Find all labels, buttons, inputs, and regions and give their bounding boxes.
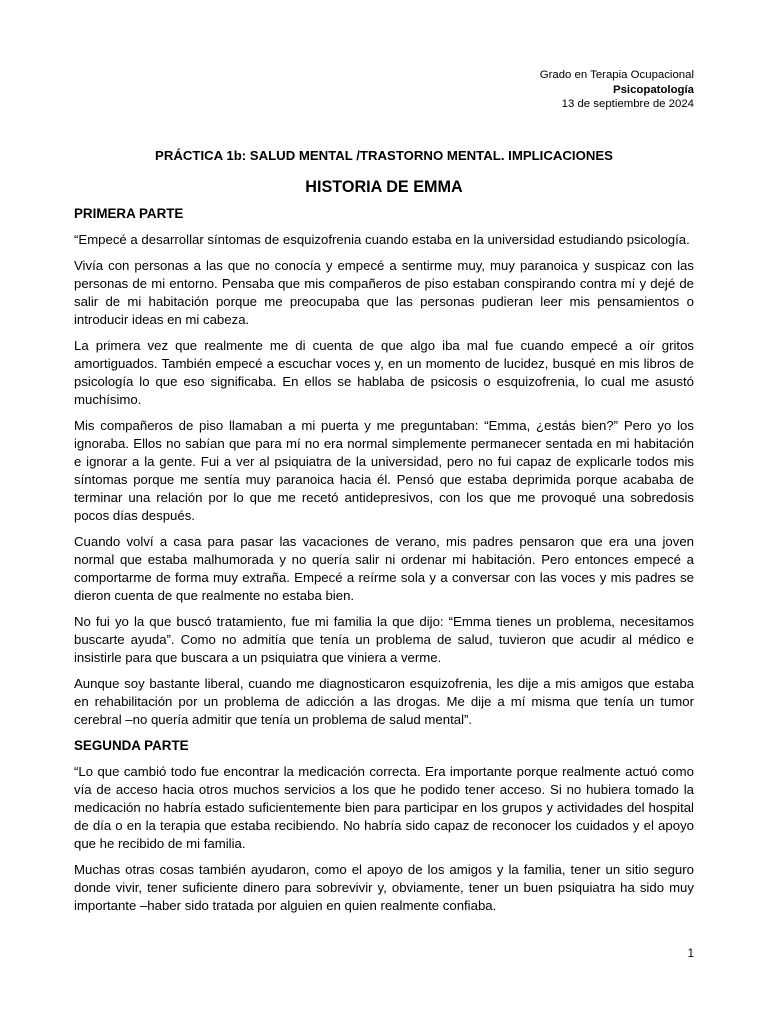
paragraph: Cuando volví a casa para pasar las vacaciones de verano, mis padres pensaron que era una joven normal que estaba malhumorada y no quería salir ni ordenar mi habitación. Pero entonces empecé a comportarme de forma muy extraña. Empecé a reírme sola y a conversar con las voces y mis padres se dieron cuenta de que realmente no estaba bien. <box>74 534 694 603</box>
paragraph: “Lo que cambió todo fue encontrar la medicación correcta. Era importante porque realmente actuó como vía de acceso hacia otros muchos servicios a los que he podido tener acceso. Si no hubiera tomado la medicación no habría estado suficientemente bien para participar en los grupos y actividades del hospital de día o en la terapia que estaba recibiendo. No habría sido capaz de reconocer los cuidados y el apoyo que he recibido de mi familia. <box>74 764 694 851</box>
section-heading: SEGUNDA PARTE <box>74 738 189 753</box>
document-date: 13 de septiembre de 2024 <box>561 98 694 110</box>
paragraph: La primera vez que realmente me di cuenta de que algo iba mal fue cuando empecé a oír gritos amortiguados. También empecé a escuchar voces y, en un momento de lucidez, busqué en mis libros de psicología lo que eso significaba. En ellos se hablaba de psicosis o esquizofrenia, lo cual me asustó muchísimo. <box>74 338 694 407</box>
paragraph: “Empecé a desarrollar síntomas de esquizofrenia cuando estaba en la universidad estudiando psicología. <box>74 232 690 247</box>
section-heading: PRIMERA PARTE <box>74 206 184 221</box>
paragraph: Mis compañeros de piso llamaban a mi puerta y me preguntaban: “Emma, ¿estás bien?” Pero yo los ignoraba. Ellos no sabían que para mí no era normal simplemente permanecer sentada en mi habitación e ignorar a la gente. Fui a ver al psiquiatra de la universidad, pero no fui capaz de explicarle todos mis síntomas porque me sentía muy paranoica hacia él. Pensó que estaba deprimida porque acababa de terminar una relación por lo que me recetó antidepresivos, con los que me provoqué una sobredosis pocos días después. <box>74 418 694 523</box>
paragraph: No fui yo la que buscó tratamiento, fue mi familia la que dijo: “Emma tienes un problema, necesitamos buscarte ayuda”. Como no admitía que tenía un problema de salud, tuvieron que acudir al médico e insistirle para que buscara a un psiquiatra que viniera a verme. <box>74 614 694 665</box>
document-header <box>540 68 694 112</box>
program-name: Grado en Terapia Ocupacional <box>539 69 694 81</box>
story-title: HISTORIA DE EMMA <box>305 178 463 196</box>
document-page <box>74 0 694 1024</box>
section-segunda-parte <box>74 737 694 915</box>
paragraph: Muchas otras cosas también ayudaron, como el apoyo de los amigos y la familia, tener un sitio seguro donde vivir, tener suficiente dinero para sobrevivir y, obviamente, tener un buen psiquiatra ha sido muy importante –haber sido tratada por alguien en quien realmente confiaba. <box>74 862 694 913</box>
document-body <box>74 205 694 923</box>
paragraph: Aunque soy bastante liberal, cuando me diagnosticaron esquizofrenia, les dije a mis amigos que estaba en rehabilitación por un problema de adicción a las drogas. Me dije a mí misma que tenía un tumor cerebral –no quería admitir que tenía un problema de salud mental”. <box>74 676 694 727</box>
paragraph: Vivía con personas a las que no conocía y empecé a sentirme muy, muy paranoica y suspicaz con las personas de mi entorno. Pensaba que mis compañeros de piso estaban conspirando contra mí y dejé de salir de mi habitación porque me preocupaba que las personas pudieran leer mis pensamientos o introducir ideas en mi cabeza. <box>74 258 694 327</box>
practice-title: PRÁCTICA 1b: SALUD MENTAL /TRASTORNO MENTAL. IMPLICACIONES <box>155 148 613 163</box>
page-number: 1 <box>687 948 694 960</box>
subject-name: Psicopatología <box>612 83 694 96</box>
section-primera-parte <box>74 205 694 729</box>
